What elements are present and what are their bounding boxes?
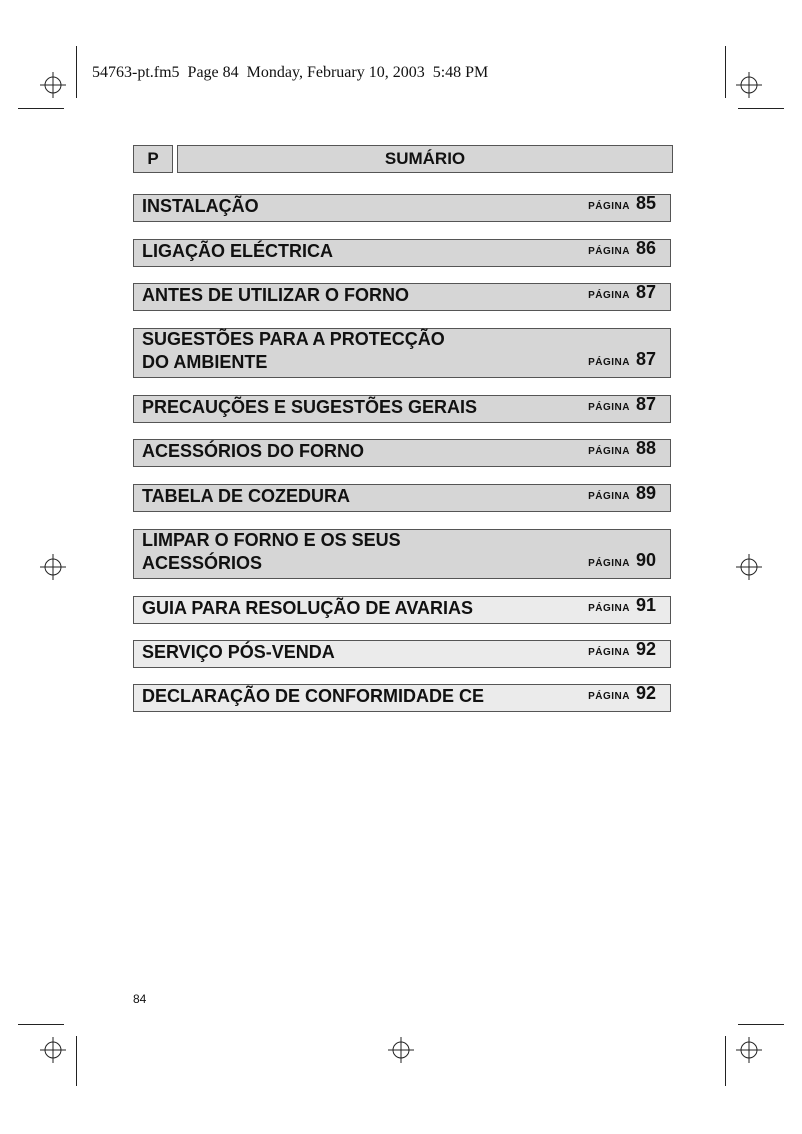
toc-entry-page (588, 237, 656, 263)
page-number-ref: 89 (635, 483, 656, 503)
crop-mark-bottom-left-vertical (76, 1036, 77, 1086)
toc-entry[interactable] (133, 640, 671, 668)
crop-mark-bottom-left-horizontal (18, 1024, 64, 1025)
registration-mark-icon (736, 554, 762, 580)
registration-mark-icon (40, 1037, 66, 1063)
page-number-ref: 87 (635, 394, 656, 414)
page-label: PÁGINA (588, 446, 630, 457)
toc-entry[interactable] (133, 328, 671, 378)
page-number-ref: 88 (635, 438, 656, 458)
toc-entry[interactable] (133, 484, 671, 512)
toc-entry-page (588, 281, 656, 307)
toc-entry-title: INSTALAÇÃO (142, 196, 259, 216)
toc-entry[interactable] (133, 395, 671, 423)
page-label: PÁGINA (588, 201, 630, 212)
page-label: PÁGINA (588, 603, 630, 614)
toc-entry[interactable] (133, 684, 671, 712)
page-number-ref: 91 (635, 595, 656, 615)
page-label: PÁGINA (588, 491, 630, 502)
toc-entry-page (588, 192, 656, 218)
page-label: PÁGINA (588, 647, 630, 658)
page-label: PÁGINA (588, 691, 630, 702)
toc-entry-title: SUGESTÕES PARA A PROTECÇÃO DO AMBIENTE (142, 329, 445, 372)
toc-entry-page (588, 682, 656, 708)
toc-entry-page (588, 393, 656, 419)
page-title: SUMÁRIO (177, 145, 673, 173)
toc-entry-page (588, 594, 656, 620)
toc-entry-title: PRECAUÇÕES E SUGESTÕES GERAIS (142, 397, 478, 417)
toc-entry-title: TABELA DE COZEDURA (142, 486, 350, 506)
registration-mark-icon (736, 72, 762, 98)
footer-page-number: 84 (133, 992, 147, 1006)
toc-entry-page (588, 638, 656, 664)
toc-entry[interactable] (133, 239, 671, 267)
registration-mark-icon (388, 1037, 414, 1063)
toc-entry-title: SERVIÇO PÓS-VENDA (142, 642, 335, 662)
toc-entry[interactable] (133, 439, 671, 467)
page-label: PÁGINA (588, 558, 630, 569)
file-info-header: 54763-pt.fm5 Page 84 Monday, February 10, 2003 5:48 PM (92, 64, 489, 81)
page-number-ref: 87 (635, 349, 656, 369)
toc-entry-title: GUIA PARA RESOLUÇÃO DE AVARIAS (142, 598, 474, 618)
page-label: PÁGINA (588, 357, 630, 368)
registration-mark-icon (736, 1037, 762, 1063)
page-label: PÁGINA (588, 402, 630, 413)
page-number-ref: 86 (635, 238, 656, 258)
crop-mark-bottom-right-vertical (725, 1036, 726, 1086)
page-label: PÁGINA (588, 290, 630, 301)
toc-entry[interactable] (133, 194, 671, 222)
crop-mark-top-left-horizontal (18, 108, 64, 109)
registration-mark-icon (40, 554, 66, 580)
page-label: PÁGINA (588, 246, 630, 257)
page-number-ref: 90 (635, 550, 656, 570)
toc-entry-page (588, 437, 656, 463)
crop-mark-top-left-vertical (76, 46, 77, 98)
toc-entry-title: ANTES DE UTILIZAR O FORNO (142, 285, 409, 305)
toc-entry-page (588, 549, 656, 575)
language-code-box: P (133, 145, 173, 173)
page-number-ref: 92 (635, 639, 656, 659)
toc-entry-title: LIGAÇÃO ELÉCTRICA (142, 241, 333, 261)
crop-mark-top-right-horizontal (738, 108, 784, 109)
toc-entry-title: DECLARAÇÃO DE CONFORMIDADE CE (142, 686, 484, 706)
toc-entry[interactable] (133, 529, 671, 579)
toc-entry-title: ACESSÓRIOS DO FORNO (142, 441, 365, 461)
registration-mark-icon (40, 72, 66, 98)
toc-entry-page (588, 348, 656, 374)
crop-mark-top-right-vertical (725, 46, 726, 98)
toc-entry[interactable] (133, 283, 671, 311)
crop-mark-bottom-right-horizontal (738, 1024, 784, 1025)
toc-entry-title: LIMPAR O FORNO E OS SEUS ACESSÓRIOS (142, 530, 401, 573)
page-number-ref: 85 (635, 193, 656, 213)
toc-entry-page (588, 482, 656, 508)
page-number-ref: 87 (635, 282, 656, 302)
toc-title-row (133, 145, 673, 173)
page-number-ref: 92 (635, 683, 656, 703)
toc-entry[interactable] (133, 596, 671, 624)
